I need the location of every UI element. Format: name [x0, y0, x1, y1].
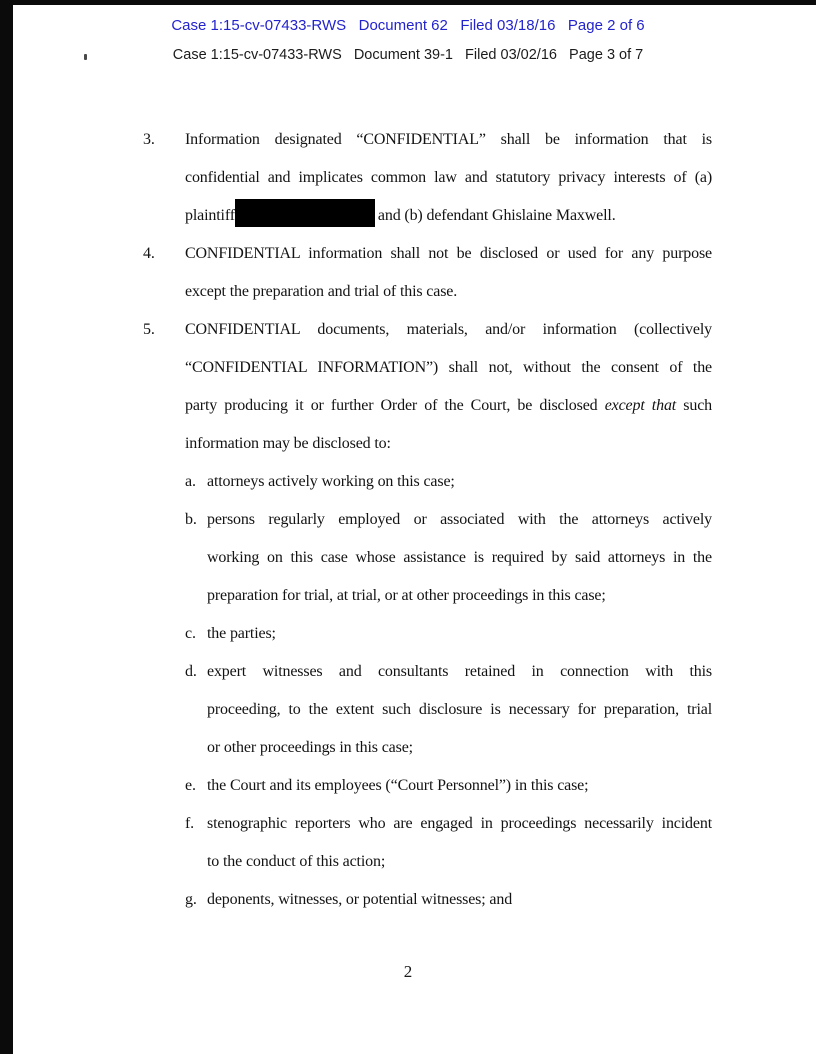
text-line: [143, 387, 712, 425]
list-item-letter: d.: [185, 663, 197, 680]
text-segment: except the preparation and trial of this case.: [185, 283, 458, 300]
text-segment: Information designated “CONFIDENTIAL” shall be information that is: [185, 131, 712, 148]
text-segment: expert witnesses and consultants retained in connection with this: [207, 663, 712, 680]
text-segment: persons regularly employed or associated with the attorneys actively: [207, 511, 712, 528]
text-line: [143, 691, 712, 729]
text-line: [143, 881, 712, 919]
text-segment: preparation for trial, at trial, or at other proceedings in this case;: [207, 587, 606, 604]
scan-edge-top: [0, 0, 816, 5]
text-line: [143, 349, 712, 387]
pacer-stamp-header-outer: Case 1:15-cv-07433-RWS Document 62 Filed 03/18/16 Page 2 of 6: [171, 17, 645, 34]
text-line: [143, 311, 712, 349]
list-item-letter: f.: [185, 815, 195, 832]
text-segment: party producing it or further Order of the Court, be disclosed: [185, 397, 605, 414]
text-line: [143, 805, 712, 843]
list-item-letter: a.: [185, 473, 196, 490]
text-line: [143, 767, 712, 805]
text-segment: except that: [604, 397, 677, 414]
list-item-letter: g.: [185, 891, 197, 908]
text-segment: CONFIDENTIAL documents, materials, and/or information (collectively: [185, 321, 712, 338]
text-segment: the Court and its employees (“Court Personnel”) in this case;: [207, 777, 589, 794]
pacer-stamp-header-inner: Case 1:15-cv-07433-RWS Document 39-1 Filed 03/02/16 Page 3 of 7: [172, 47, 644, 63]
text-line: [143, 577, 712, 615]
list-item-letter: e.: [185, 777, 196, 794]
text-line: [143, 197, 712, 235]
redaction-box: [235, 199, 375, 227]
paragraph-number: 3.: [143, 131, 155, 148]
text-line: [143, 843, 712, 881]
text-segment: “CONFIDENTIAL INFORMATION”) shall not, without the consent of the: [185, 359, 712, 376]
text-segment: and (b) defendant Ghislaine Maxwell.: [377, 207, 616, 224]
text-segment: such: [676, 397, 712, 414]
text-segment: working on this case whose assistance is required by said attorneys in the: [207, 549, 712, 566]
text-segment: proceeding, to the extent such disclosure is necessary for preparation, trial: [207, 701, 712, 718]
text-line: [143, 235, 712, 273]
text-line: [143, 501, 712, 539]
text-segment: attorneys actively working on this case;: [207, 473, 455, 490]
text-segment: to the conduct of this action;: [207, 853, 386, 870]
text-line: [143, 159, 712, 197]
body-text: [143, 121, 712, 919]
paragraph-number: 5.: [143, 321, 155, 338]
text-line: [143, 615, 712, 653]
text-line: [143, 539, 712, 577]
text-segment: information may be disclosed to:: [185, 435, 391, 452]
list-item-letter: c.: [185, 625, 196, 642]
text-segment: deponents, witnesses, or potential witnesses; and: [207, 891, 513, 908]
list-item-letter: b.: [185, 511, 197, 528]
text-line: [143, 729, 712, 767]
text-segment: stenographic reporters who are engaged in proceedings necessarily incident: [207, 815, 712, 832]
text-segment: CONFIDENTIAL information shall not be disclosed or used for any purpose: [185, 245, 712, 262]
scan-edge-left: [0, 0, 13, 1054]
text-segment: confidential and implicates common law and statutory privacy interests of (a): [185, 169, 712, 186]
text-line: [143, 121, 712, 159]
text-line: [143, 653, 712, 691]
text-line: [143, 273, 712, 311]
page-number: 2: [403, 962, 413, 981]
text-segment: plaintiff: [185, 207, 235, 224]
text-segment: or other proceedings in this case;: [207, 739, 413, 756]
text-segment: the parties;: [207, 625, 276, 642]
text-line: [143, 463, 712, 501]
text-line: [143, 425, 712, 463]
paragraph-number: 4.: [143, 245, 155, 262]
